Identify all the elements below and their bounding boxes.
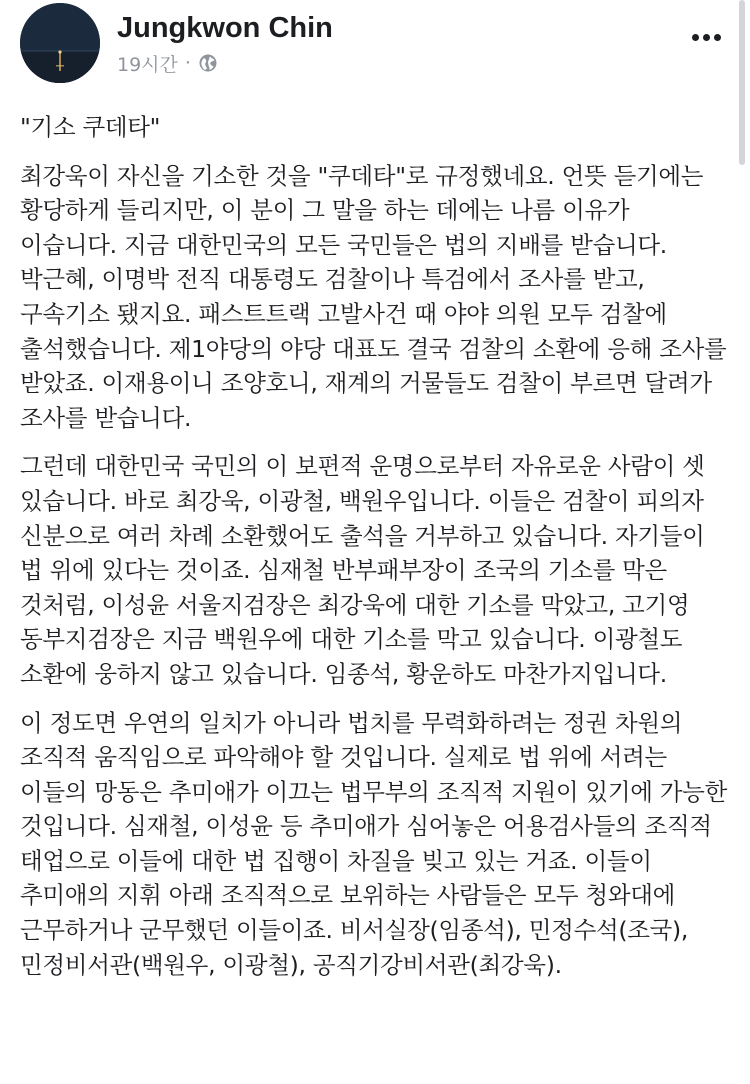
post-header: [0, 0, 750, 92]
more-dot: [714, 34, 721, 41]
more-dot: [692, 34, 699, 41]
post-paragraph-3: 이 정도면 우연의 일치가 아니라 법치를 무력화하려는 정권 차원의 조직적 움직임으로 파악해야 할 것입니다. 실제로 법 위에 서려는 이들의 망동은 추미애가 이끄는 법무부의 조직적 지원이 있기에 가능한 것입니다. 심재철, 이성윤 등 추미애가 심어놓은 어용검사들의 조직적 태업으로 이들에 대한 법 집행이 차질을 빚고 있는 거죠. 이들이 추미애의 지휘 아래 조직적으로 보위하는 사람들은 모두 청와대에 근무하거나 군무했던 이들이죠. 비서실장(임종석), 민정수석(조국), 민정비서관(백원우, 이광철), 공직기강비서관(최강욱).: [20, 708, 727, 979]
post-timestamp[interactable]: 19시간: [117, 53, 178, 76]
post-title: "기소 쿠데타": [20, 113, 161, 141]
post-paragraph-1: 최강욱이 자신을 기소한 것을 "쿠데타"로 규정했네요. 언뜻 듣기에는 황당하게 들리지만, 이 분이 그 말을 하는 데에는 나름 이유가 이습니다. 지금 대한민국의 모든 국민들은 법의 지배를 받습니다. 박근혜, 이명박 전직 대통령도 검찰이나 특검에서 조사를 받고, 구속기소 됐지요. 패스트트랙 고발사건 때 야야 의원 모두 검찰에 출석했습니다. 제1야당의 야당 대표도 결국 검찰의 소환에 응해 조사를 받았죠. 이재용이니 조양호니, 재계의 거물들도 검찰이 부르면 달려가 조사를 받습니다.: [20, 161, 727, 432]
globe-icon[interactable]: [198, 53, 218, 73]
avatar-night-sea-image: [20, 3, 100, 83]
post-body: [20, 110, 732, 996]
post-paragraph-2: 그런데 대한민국 국민의 이 보편적 운명으로부터 자유로운 사람이 셋 있습니다. 바로 최강욱, 이광철, 백원우입니다. 이들은 검찰이 피의자 신분으로 여러 차례 소환했어도 출석을 거부하고 있습니다. 자기들이 법 위에 있다는 것이죠. 심재철 반부패부장이 조국의 기소를 막은 것처럼, 이성윤 서울지검장은 최강욱에 대한 기소를 막았고, 고기영 동부지검장은 지금 백원우에 대한 기소를 막고 있습니다. 이광철도 소환에 웅하지 않고 있습니다. 임종석, 황운하도 마찬가지입니다.: [20, 452, 705, 688]
more-options-icon[interactable]: [686, 22, 726, 52]
author-avatar[interactable]: [20, 3, 100, 83]
meta-separator: ·: [184, 52, 191, 74]
author-name[interactable]: Jungkwon Chin: [117, 12, 333, 44]
scrollbar-thumb[interactable]: [739, 0, 745, 165]
more-dot: [703, 34, 710, 41]
post-meta: [117, 50, 218, 76]
